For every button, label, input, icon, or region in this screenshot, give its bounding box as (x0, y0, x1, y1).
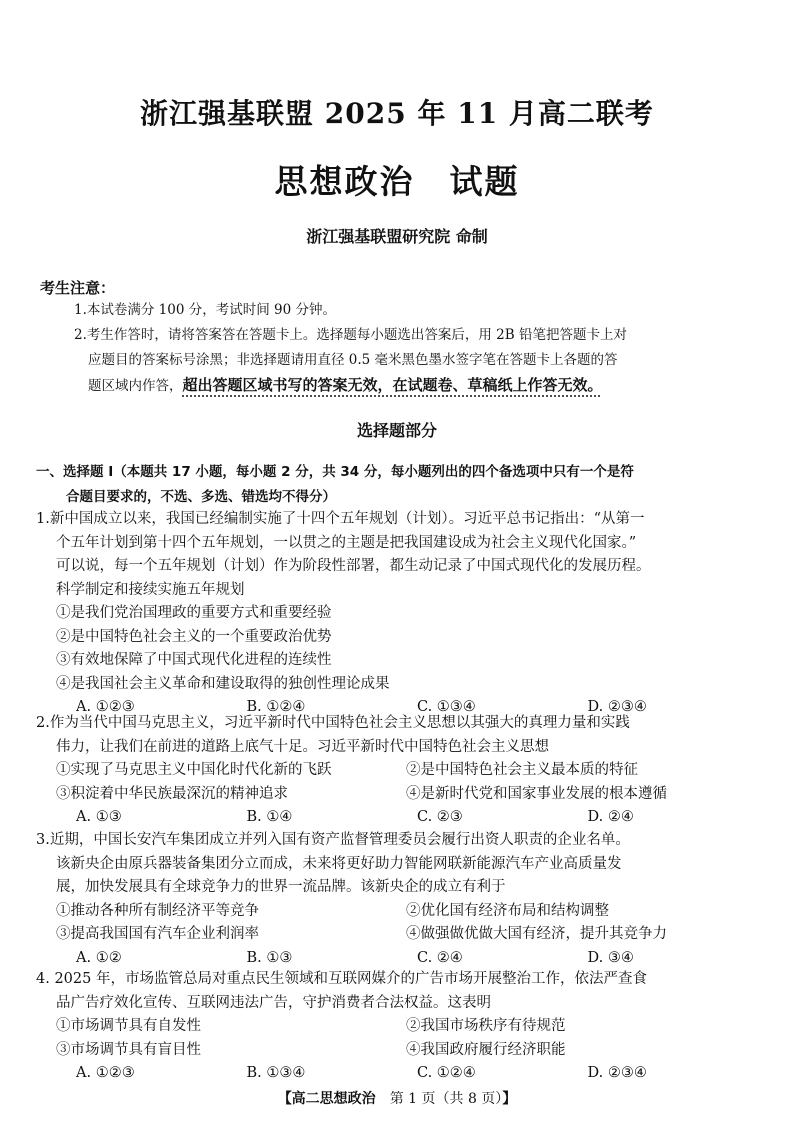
option-4: ④是新时代党和国家事业发展的根本遵循 (406, 785, 667, 802)
section-title: 选择题部分 (356, 421, 437, 440)
stem-line: 该新央企由原兵器装备集团分立而成，未来将更好助力智能网联新能源汽车产业高质量发 (56, 855, 622, 872)
choice-a: A. ①②③ (76, 1065, 135, 1081)
option-1: ①实现了马克思主义中国化时代化新的飞跃 (56, 762, 332, 778)
option-4: ④我国政府履行经济职能 (406, 1041, 566, 1058)
notice-item-1: 1.本试卷满分 100 分，考试时间 90 分钟。 (74, 302, 336, 318)
option-1: ①推动各种所有制经济平等竞争 (56, 902, 259, 919)
notice-item-2-line-3-prefix: 题区域内作答， (88, 378, 183, 394)
choice-c: C. ②④ (417, 949, 463, 966)
option-2: ②是中国特色社会主义的一个重要政治优势 (56, 628, 332, 645)
choice-b: B. ①③④ (246, 1065, 306, 1081)
choice-d: D. ②④ (587, 809, 634, 825)
notice-block (74, 298, 754, 399)
question-stem (36, 712, 758, 759)
choice-c: C. ②③ (417, 809, 463, 825)
option-2: ②优化国有经济布局和结构调整 (406, 902, 609, 919)
choice-c: C. ①②④ (417, 1065, 476, 1081)
option-3: ③有效地保障了中国式现代化进程的连续性 (56, 652, 332, 668)
stem-line: 2.作为当代中国马克思主义，习近平新时代中国特色社会主义思想以其强大的真理力量和实践 (36, 715, 630, 731)
exam-title: 浙江强基联盟 2025 年 11 月高二联考 (140, 97, 654, 130)
option-2: ②我国市场秩序有待规范 (406, 1018, 566, 1034)
notice-item-2-line-3 (74, 373, 754, 399)
stem-line: 1.新中国成立以来，我国已经编制实施了十四个五年规划（计划）。习近平总书记指出：“从第一 (36, 511, 645, 527)
option-3: ③提高我国国有汽车企业利润率 (56, 926, 259, 942)
option-1: ①是我们党治国理政的重要方式和重要经验 (56, 605, 332, 621)
answer-choices (36, 806, 758, 830)
option-4: ④做强做优做大国有经济，提升其竞争力 (406, 926, 667, 942)
option-4: ④是我国社会主义革命和建设取得的独创性理论成果 (56, 675, 390, 692)
stem-line: 4. 2025 年，市场监管总局对重点民生领域和互联网媒介的广告市场开展整治工作，依法严查食 (36, 971, 647, 987)
choice-a: A. ①② (76, 949, 122, 966)
page-footer (0, 1088, 794, 1108)
question-stem (36, 968, 758, 1015)
option-row (36, 923, 758, 947)
stem-line: 展，加快发展具有全球竞争力的世界一流品牌。该新央企的成立有利于 (56, 879, 506, 895)
footer-page-number: 第 1 页（共 8 页） (389, 1091, 503, 1107)
question-2 (36, 712, 758, 830)
choice-a: A. ①③ (76, 809, 122, 825)
question-4 (36, 968, 758, 1086)
question-stem (36, 829, 758, 900)
answer-choices (36, 947, 758, 971)
stem-line: 可以说，每一个五年规划（计划）作为阶段性部署，都生动记录了中国式现代化的发展历程。 (56, 558, 651, 574)
choice-d: D. ②③④ (587, 1065, 647, 1081)
option-row (36, 900, 758, 924)
answer-choices (36, 1062, 758, 1086)
part-heading-line-1: 一、选择题 Ⅰ（本题共 17 小题，每小题 2 分，共 34 分，每小题列出的四个备选项中只有一个是符 (36, 464, 634, 480)
notice-heading: 考生注意： (40, 279, 116, 297)
stem-line: 品广告疗效化宣传、互联网违法广告，守护消费者合法权益。这表明 (56, 994, 491, 1011)
choice-d: D. ②③④ (587, 699, 647, 715)
choice-d: D. ③④ (587, 949, 634, 966)
question-3 (36, 829, 758, 970)
part-heading-line-2: 合题目要求的，不选、多选、错选均不得分） (66, 489, 336, 505)
choice-c: C. ①③④ (417, 699, 476, 715)
footer-bracket: 】 (502, 1091, 517, 1107)
part-heading (36, 460, 758, 510)
stem-line: 3.近期，中国长安汽车集团成立并列入国有资产监督管理委员会履行出资人职责的企业名单。 (36, 832, 630, 848)
option-row (36, 1039, 758, 1063)
option-2: ②是中国特色社会主义最本质的特征 (406, 762, 638, 778)
choice-b: B. ①④ (246, 809, 293, 825)
footer-subject: 【高二思想政治 (277, 1091, 376, 1107)
notice-emphasis: 超出答题区域书写的答案无效，在试题卷、草稿纸上作答无效。 (182, 376, 603, 394)
choice-b: B. ①②④ (246, 699, 306, 715)
option-row (36, 1015, 758, 1039)
question-stem (36, 508, 758, 602)
option-row (36, 759, 758, 783)
stem-line: 科学制定和接续实施五年规划 (56, 581, 245, 598)
option-1: ①市场调节具有自发性 (56, 1018, 201, 1034)
stem-line: 个五年计划到第十四个五年规划，一以贯之的主题是把我国建设成为社会主义现代化国家。” (56, 534, 637, 551)
choice-b: B. ①③ (246, 949, 293, 966)
choice-a: A. ①②③ (76, 699, 135, 715)
subject-title: 思想政治 试题 (274, 162, 520, 201)
notice-item-2-line-1: 2.考生作答时，请将答案答在答题卡上。选择题每小题选出答案后，用 2B 铅笔把答题卡上对 (74, 327, 627, 343)
option-3: ③积淀着中华民族最深沉的精神追求 (56, 785, 288, 802)
stem-line: 伟力，让我们在前进的道路上底气十足。习近平新时代中国特色社会主义思想 (56, 738, 549, 755)
option-3: ③市场调节具有盲目性 (56, 1041, 201, 1058)
notice-item-2-line-2: 应题目的答案标号涂黑；非选择题请用直径 0.5 毫米黑色墨水签字笔在答题卡上各题的答 (88, 352, 618, 368)
producer-line: 浙江强基联盟研究院 命制 (306, 227, 488, 246)
question-1 (36, 508, 758, 720)
option-row (36, 783, 758, 807)
